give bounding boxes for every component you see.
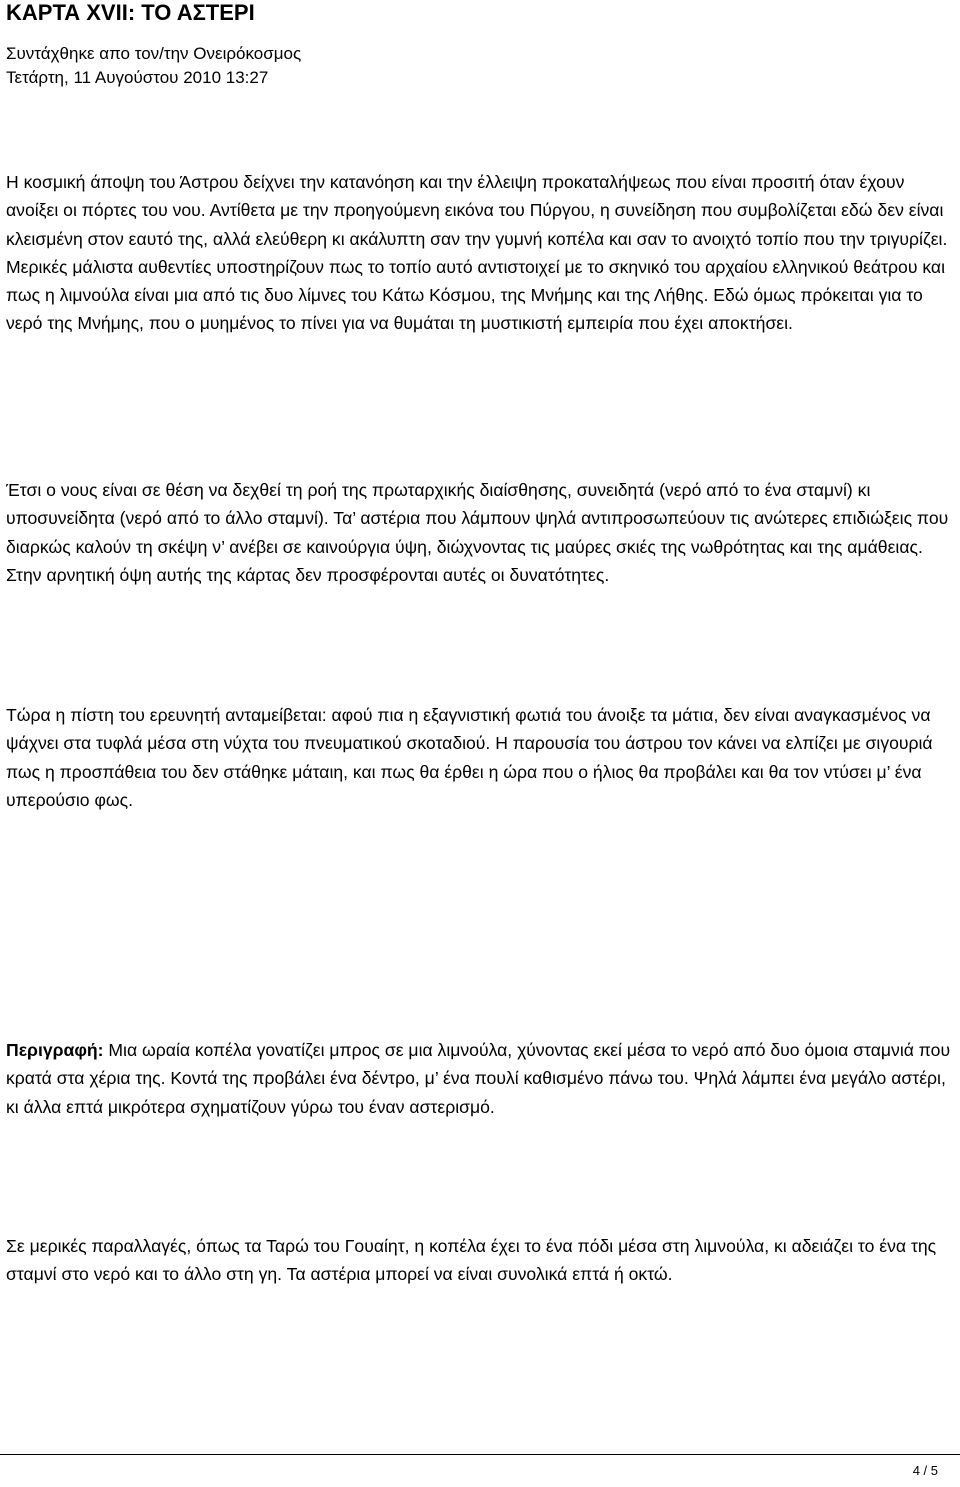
description-label: Περιγραφή:	[6, 1040, 104, 1060]
article-paragraph: Τώρα η πίστη του ερευνητή ανταμείβεται: αφού πια η εξαγνιστική φωτιά του άνοιξε τα μάτια, δεν είναι αναγκασμένος να ψάχνει στα τυφλά μέσα στη νύχτα του πνευματικού σκοταδιού. Η παρουσία του άστρου τον κάνει να ελπίζει με σιγουριά πως η προσπάθεια του δεν στάθηκε μάταιη, και πως θα έρθει η ώρα που ο ήλιος θα προβάλει και θα τον ντύσει μ’ ένα υπερούσιο φως.	[6, 705, 933, 810]
article-paragraph: Έτσι ο νους είναι σε θέση να δεχθεί τη ροή της πρωταρχικής διαίσθησης, συνειδητά (νερό από το ένα σταμνί) κι υποσυνείδητα (νερό από το άλλο σταμνί). Τα’ αστέρια που λάμπουν ψηλά αντιπροσωπεύουν τις ανώτερες επιδιώξεις που διαρκώς καλούν τη σκέψη ν’ ανέβει σε καινούργια ύψη, διώχνοντας τις μαύρες σκιές της νωθρότητας και της αμάθειας. Στην αρνητική όψη αυτής της κάρτας δεν προσφέρονται αυτές οι δυνατότητες.	[6, 480, 949, 585]
description-paragraph	[6, 1036, 951, 1121]
article-paragraph: Σε μερικές παραλλαγές, όπως τα Ταρώ του Γουαίητ, η κοπέλα έχει το ένα πόδι μέσα στη λιμνούλα, κι αδειάζει το ένα της σταμνί στο νερό και το άλλο στη γη. Τα αστέρια μπορεί να είναι συνολικά επτά ή οκτώ.	[6, 1236, 937, 1285]
author-line: Συντάχθηκε απο τον/την Ονειρόκοσμος	[6, 44, 302, 63]
page-title: ΚΑΡΤΑ XVII: ΤΟ ΑΣΤΕΡΙ	[6, 0, 255, 25]
page-number: 4 / 5	[912, 1463, 938, 1478]
article-paragraph: Η κοσμική άποψη του Άστρου δείχνει την κατανόηση και την έλλειψη προκαταλήψεως που είναι προσιτή όταν έχουν ανοίξει οι πόρτες του νου. Αντίθετα με την προηγούμενη εικόνα του Πύργου, η συνείδηση που συμβολίζεται εδώ δεν είναι κλεισμένη στον εαυτό της, αλλά ελεύθερη κι ακάλυπτη σαν την γυμνή κοπέλα και σαν το ανοιχτό τοπίο που την τριγυρίζει. Μερικές μάλιστα αυθεντίες υποστηρίζουν πως το τοπίο αυτό αντιστοιχεί με το σκηνικό του αρχαίου ελληνικού θεάτρου και πως η λιμνούλα είναι μια από τις δυο λίμνες του Κάτω Κόσμου, της Μνήμης και της Λήθης. Εδώ όμως πρόκειται για το νερό της Μνήμης, που ο μυημένος το πίνει για να θυμάται τη μυστικιστή εμπειρία που έχει αποκτήσει.	[6, 172, 948, 334]
date-line: Τετάρτη, 11 Αυγούστου 2010 13:27	[6, 68, 269, 87]
footer-divider	[0, 1454, 960, 1455]
description-text: Μια ωραία κοπέλα γονατίζει μπρος σε μια λιμνούλα, χύνοντας εκεί μέσα το νερό από δυο όμοια σταμνιά που κρατά στα χέρια της. Κοντά της προβάλει ένα δέντρο, μ’ ένα πουλί καθισμένο πάνω του. Ψηλά λάμπει ένα μεγάλο αστέρι, κι άλλα επτά μικρότερα σχηματίζουν γύρω του έναν αστερισμό.	[6, 1040, 951, 1117]
